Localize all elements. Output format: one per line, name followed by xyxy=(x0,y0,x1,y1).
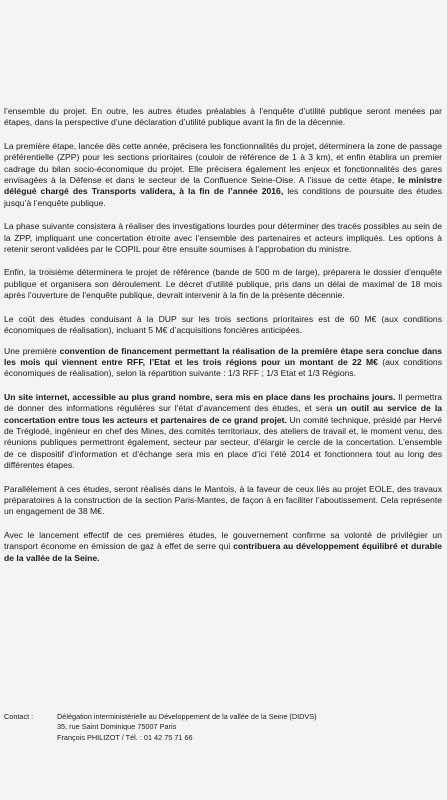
bold-text: contribuera au développement équilibré et durable de la vallée de la Seine. xyxy=(4,541,442,563)
bold-text: le ministre délégué chargé des Transports validera, à la fin de l’année 2016, xyxy=(4,175,442,197)
text-run: Enfin, la troisième déterminera le projet de référence (bande de 500 m de large), préparera le dossier d’enquête publique et organisera son déroulement. Le décret d’utilité publique, pris dans un délai de maximal de 18 mois après l’ouverture de l’enquête publique, devrait intervenir à la fin de la présente décennie. xyxy=(4,267,442,301)
contact-person-phone: François PHILIZOT / Tél. : 01 42 75 71 66 xyxy=(57,732,193,742)
paragraph xyxy=(4,530,442,564)
paragraph xyxy=(4,484,442,518)
press-release-body xyxy=(4,106,442,576)
paragraph xyxy=(4,221,442,255)
bold-text: convention de financement permettant la réalisation de la première étape sera conclue dans les mois qui viennent entre RFF, l’Etat et les trois régions pour un montant de 22 M€ xyxy=(4,345,443,367)
text-run: Le coût des études conduisant à la DUP sur les trois sections prioritaires est de 60 M€ (aux conditions économiques de réalisation), incluant 5 M€ d’acquisitions foncières anticipées. xyxy=(4,313,442,336)
text-run: Il permettra de donner des informations régulières sur l’état d’avancement des études, et sera xyxy=(4,391,442,414)
text-run: La première étape, lancée dès cette année, précisera les fonctionnalités du projet, déterminera la zone de passage préférentielle (ZPP) pour les sections prioritaires (couloir de référence de 1 à 3 km), et enfin établira un premier cadrage du bilan socio-économique du projet. Elle précisera également les enjeux et fonctionnalités des gares envisagées à la Défense et dans le secteur de la Confluence Seine-Oise. A l’issue de cette étape, xyxy=(4,140,442,186)
text-run: Un comité technique, présidé par Hervé de Tréglodé, ingénieur en chef des Mines, des comités territoriaux, des ateliers de travail et, le moment venu, des réunions publiques permettront également, secteur par secteur, d’élargir le cercle de la concertation. L’ensemble de ce dispositif d’information et d’échange sera mis en place d’ici l’été 2014 et fonctionnera tout au long des différentes étapes. xyxy=(4,414,442,471)
paragraph xyxy=(4,392,442,472)
contact-organization: Délégation interministérielle au Développement de la vallée de la Seine (DIDVS) xyxy=(57,712,317,721)
text-run: Parallèlement à ces études, seront réalisés dans le Mantois, à la faveur de ceux liés au projet EOLE, des travaux préparatoires à la construction de la section Paris-Mantes, de façon à en faciliter l’aboutissement. Cela représente un engagement de 38 M€. xyxy=(4,483,442,517)
bold-text: un outil au service de la concertation entre tous les acteurs et partenaires de ce grand projet. xyxy=(4,403,442,425)
bold-text: Un site internet, accessible au plus grand nombre, sera mis en place dans les prochains jours. xyxy=(4,391,396,402)
text-run: l’ensemble du projet. En outre, les autres études préalables à l’enquête d’utilité publique seront menées par étapes, dans la perspective d’une déclaration d’utilité publique avant la fin de la décennie. xyxy=(4,106,442,128)
paragraph xyxy=(4,267,442,301)
contact-lines xyxy=(57,712,437,743)
text-run: (aux conditions économiques de réalisation), selon la répartition suivante : 1/3 RFF ; 1/3 Etat et 1/3 Régions. xyxy=(4,356,442,379)
paragraph xyxy=(4,106,442,129)
text-run: La phase suivante consistera à réaliser des investigations lourdes pour déterminer des tracés possibles au sein de la ZPP, impliquant une concertation étroite avec l’ensemble des partenaires et acteurs impliqués. Les options à retenir seront validées par le COPIL pour être ensuite soumises à l’approbation du ministre. xyxy=(4,221,442,255)
text-run: Une première xyxy=(4,345,60,356)
text-run: Avec le lancement effectif de ces premières études, le gouvernement confirme sa volonté de privilégier un transport économe en émission de gaz à effet de serre qui xyxy=(4,529,442,552)
paragraph xyxy=(4,346,442,380)
contact-address: 35, rue Saint Dominique 75007 Paris xyxy=(57,722,177,732)
paragraph xyxy=(4,314,442,337)
text-run: les conditions de poursuite des études jusqu’à l’enquête publique. xyxy=(4,186,443,208)
contact-label: Contact : xyxy=(4,712,34,721)
paragraph xyxy=(4,141,442,209)
